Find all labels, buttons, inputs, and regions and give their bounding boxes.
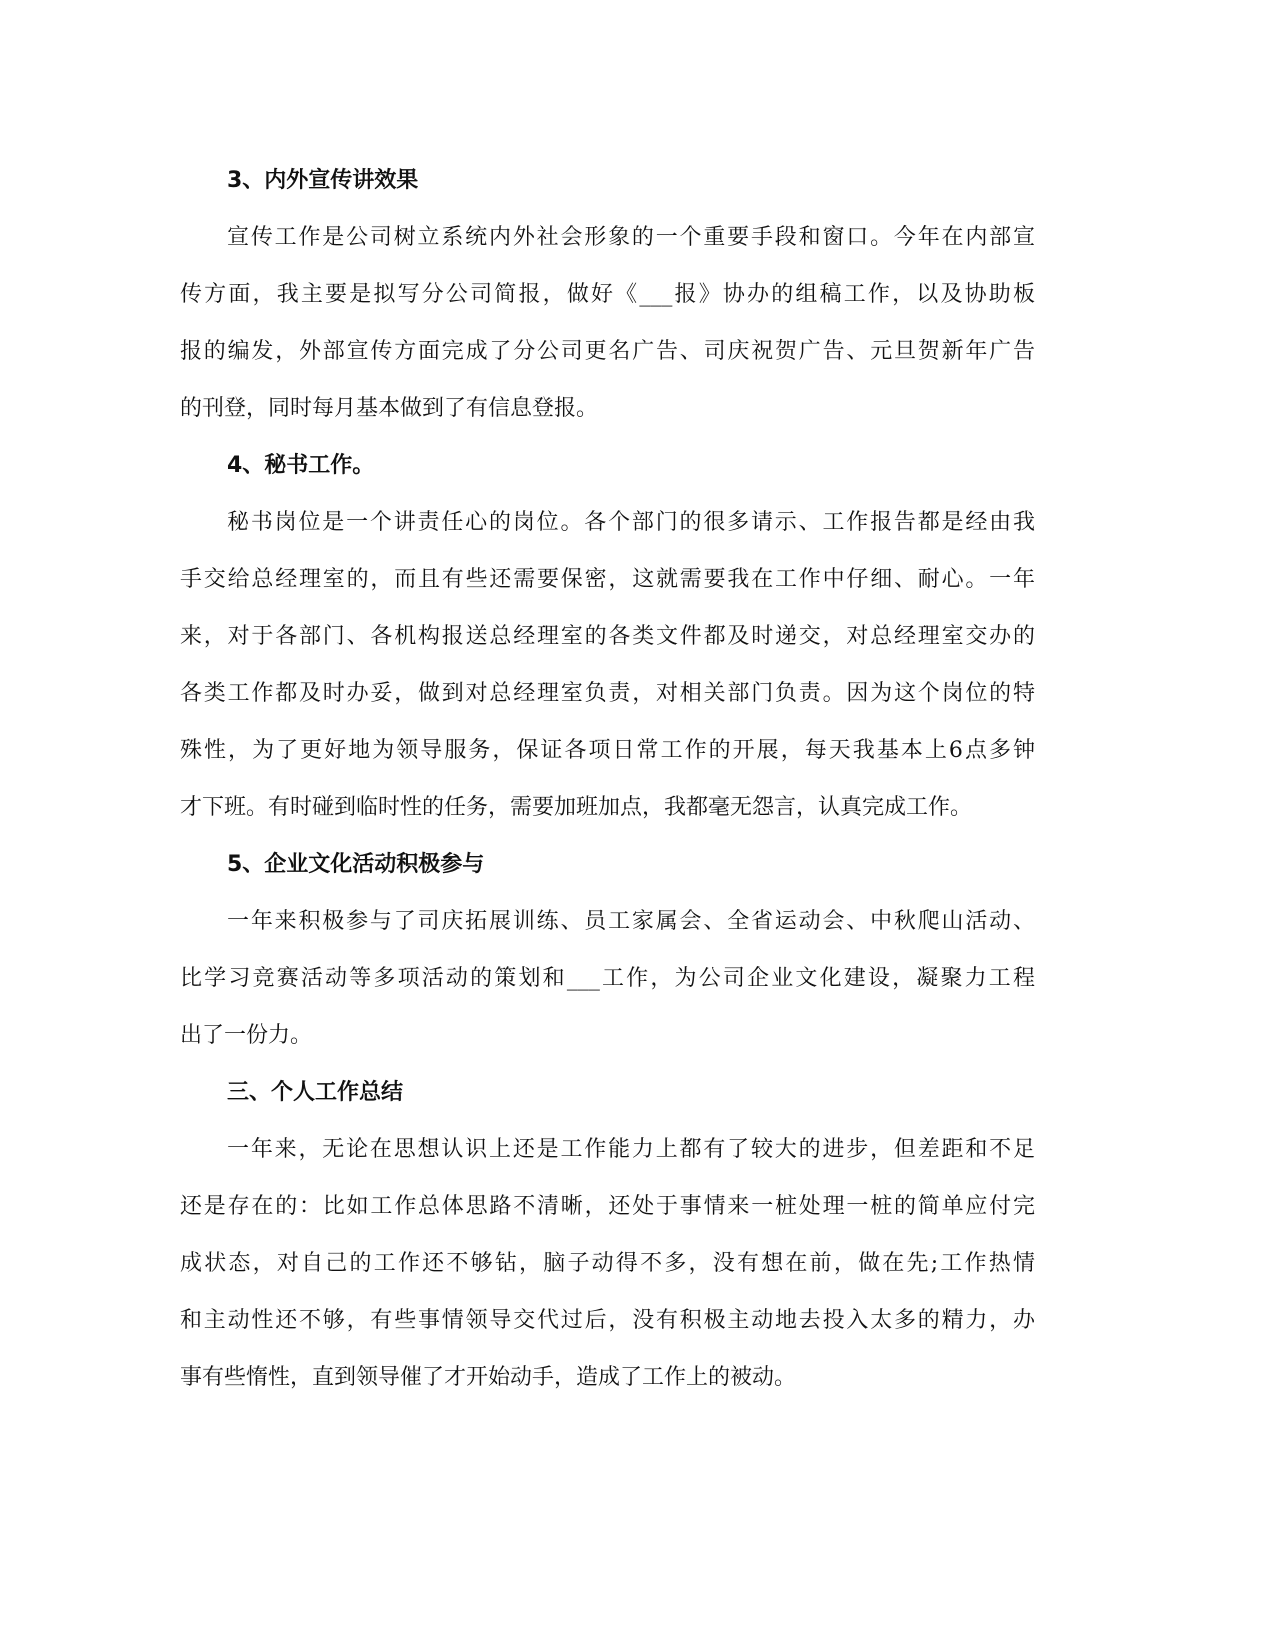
paragraph-line: 报的编发，外部宣传方面完成了分公司更名广告、司庆祝贺广告、元旦贺新年广告 — [180, 339, 1035, 364]
paragraph-line: 和主动性还不够，有些事情领导交代过后，没有积极主动地去投入太多的精力，办 — [180, 1308, 1035, 1333]
paragraph-line: 宣传工作是公司树立系统内外社会形象的一个重要手段和窗口。今年在内部宣 — [227, 225, 1035, 250]
paragraph — [180, 1121, 1035, 1406]
paragraph — [180, 209, 1035, 437]
document-page — [180, 152, 1035, 1406]
paragraph-line: 手交给总经理室的，而且有些还需要保密，这就需要我在工作中仔细、耐心。一年 — [180, 567, 1035, 592]
paragraph-line: 比学习竞赛活动等多项活动的策划和___工作，为公司企业文化建设，凝聚力工程 — [180, 966, 1035, 991]
section-heading: 三、个人工作总结 — [227, 1080, 404, 1105]
paragraph-line: 各类工作都及时办妥，做到对总经理室负责，对相关部门负责。因为这个岗位的特 — [180, 681, 1035, 706]
section-heading: 4、秘书工作。 — [227, 453, 375, 478]
paragraph-line: 事有些惰性，直到领导催了才开始动手，造成了工作上的被动。 — [180, 1365, 797, 1390]
paragraph-line: 来，对于各部门、各机构报送总经理室的各类文件都及时递交，对总经理室交办的 — [180, 624, 1035, 649]
paragraph — [180, 494, 1035, 836]
paragraph-line: 才下班。有时碰到临时性的任务，需要加班加点，我都毫无怨言，认真完成工作。 — [180, 795, 973, 820]
section-heading: 3、内外宣传讲效果 — [227, 168, 419, 193]
paragraph-line: 殊性，为了更好地为领导服务，保证各项日常工作的开展，每天我基本上6点多钟 — [180, 738, 1035, 763]
paragraph-line: 一年来，无论在思想认识上还是工作能力上都有了较大的进步，但差距和不足 — [227, 1137, 1035, 1162]
paragraph-line: 成状态，对自己的工作还不够钻，脑子动得不多，没有想在前，做在先;工作热情 — [180, 1251, 1035, 1276]
paragraph-line: 的刊登，同时每月基本做到了有信息登报。 — [180, 396, 599, 421]
paragraph-line: 出了一份力。 — [180, 1023, 313, 1048]
paragraph-line: 秘书岗位是一个讲责任心的岗位。各个部门的很多请示、工作报告都是经由我 — [227, 510, 1035, 535]
section-heading: 5、企业文化活动积极参与 — [227, 852, 485, 877]
paragraph — [180, 893, 1035, 1064]
paragraph-line: 还是存在的：比如工作总体思路不清晰，还处于事情来一桩处理一桩的简单应付完 — [180, 1194, 1035, 1219]
paragraph-line: 传方面，我主要是拟写分公司简报，做好《___报》协办的组稿工作，以及协助板 — [180, 282, 1035, 307]
paragraph-line: 一年来积极参与了司庆拓展训练、员工家属会、全省运动会、中秋爬山活动、 — [227, 909, 1035, 934]
